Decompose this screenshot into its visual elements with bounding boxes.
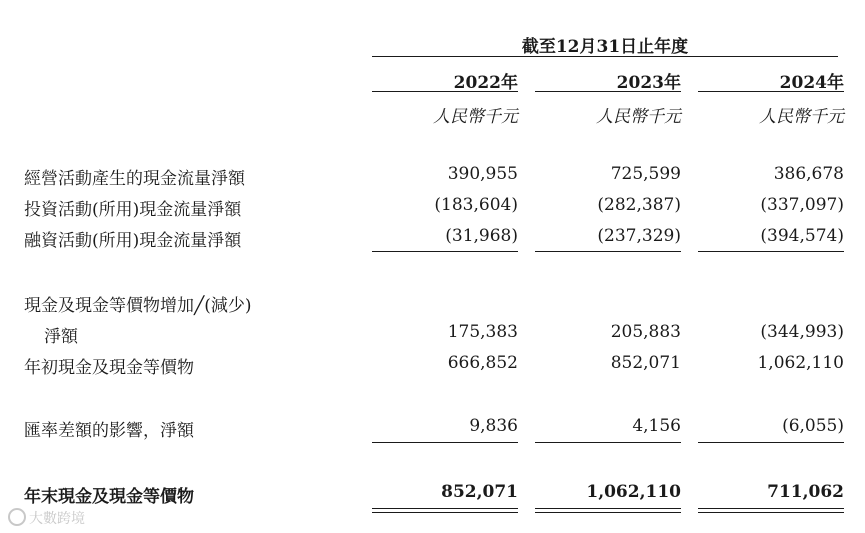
row-value: 4,156 [632,416,681,436]
unit-label-2023: 人民幣千元 [596,107,681,127]
row-value: 9,836 [469,416,518,436]
total-double-rule-2a [535,508,681,509]
year-2024-header: 2024年 [779,73,844,93]
row-value: 666,852 [447,353,518,373]
total-double-rule-3a [698,508,844,509]
row-label-net-change-cont: 淨額 [44,327,78,347]
row-label-ending-cash: 年末現金及現金等價物 [24,487,194,507]
year-underline-1 [372,91,518,92]
watermark-logo-icon [8,508,26,526]
row-label-fx-effect: 匯率差額的影響，淨額 [24,421,194,441]
year-underline-3 [698,91,844,92]
total-value: 711,062 [767,482,844,502]
row-value: (31,968) [445,226,518,246]
total-double-rule-3b [698,512,844,513]
total-double-rule-1a [372,508,518,509]
row-value: 1,062,110 [757,353,844,373]
row-label-beginning-cash: 年初現金及現金等價物 [24,358,194,378]
period-header: 截至12月31日止年度 [521,37,689,57]
row-value: (337,097) [760,195,844,215]
row-value: 725,599 [610,164,681,184]
total-double-rule-1b [372,512,518,513]
total-value: 852,071 [441,482,518,502]
header-divider [372,56,838,57]
row-value: (183,604) [434,195,518,215]
row-value: 852,071 [610,353,681,373]
watermark-text: 大數跨境 [29,511,85,527]
total-top-rule-2 [535,442,681,443]
row-label-financing: 融資活動(所用)現金流量淨額 [24,231,242,251]
subtotal-rule-3 [698,251,844,252]
year-2023-header: 2023年 [616,73,681,93]
row-value: 390,955 [447,164,518,184]
row-value: (282,387) [597,195,681,215]
row-value: (344,993) [760,322,844,342]
row-value: (237,329) [597,226,681,246]
row-value: 175,383 [447,322,518,342]
unit-label-2024: 人民幣千元 [759,107,844,127]
row-label-net-change: 現金及現金等價物增加╱(減少) [24,296,252,316]
total-value: 1,062,110 [586,482,681,502]
row-value: (394,574) [760,226,844,246]
row-value: 205,883 [610,322,681,342]
row-value: (6,055) [782,416,844,436]
row-value: 386,678 [773,164,844,184]
watermark [8,508,85,528]
year-underline-2 [535,91,681,92]
unit-label-2022: 人民幣千元 [433,107,518,127]
subtotal-rule-1 [372,251,518,252]
row-label-operating: 經營活動產生的現金流量淨額 [24,169,245,189]
total-top-rule-3 [698,442,844,443]
total-top-rule-1 [372,442,518,443]
total-double-rule-2b [535,512,681,513]
subtotal-rule-2 [535,251,681,252]
year-2022-header: 2022年 [453,73,518,93]
row-label-investing: 投資活動(所用)現金流量淨額 [24,200,242,220]
